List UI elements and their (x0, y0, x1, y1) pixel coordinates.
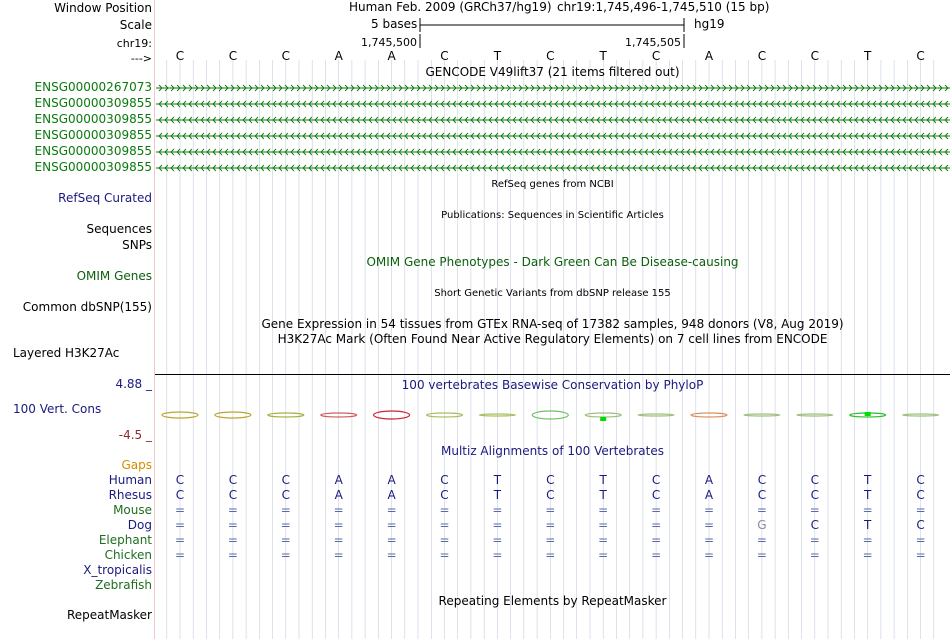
alignment-base: = (492, 518, 503, 532)
alignment-base: = (598, 503, 609, 517)
sequence-base: C (440, 49, 449, 63)
alignment-base: C (916, 488, 925, 502)
alignment-base: = (703, 518, 715, 532)
gene-label-3[interactable]: ENSG00000309855 (34, 112, 152, 126)
sequence-base: C (228, 49, 238, 63)
alignment-base: = (862, 533, 873, 547)
h3k27ac-track-title: H3K27Ac Mark (Often Found Near Active Regulatory Elements) on 7 cell lines from ENCODE (277, 332, 828, 346)
alignment-base: = (492, 503, 503, 517)
sequence-base: C (810, 49, 819, 63)
alignment-base: C (281, 473, 290, 487)
alignment-base: A (334, 473, 343, 487)
multiz-track-title: Multiz Alignments of 100 Vertebrates (440, 444, 665, 458)
alignment-base: C (175, 488, 185, 502)
alignment-base: C (916, 473, 925, 487)
species-dog-label[interactable]: Dog (127, 518, 152, 532)
dbsnp-label[interactable]: Common dbSNP(155) (22, 300, 152, 314)
alignment-base: = (174, 533, 186, 547)
species-chicken-label[interactable]: Chicken (104, 548, 152, 562)
alignment-base: T (864, 473, 872, 487)
alignment-base: = (174, 503, 186, 517)
alignment-base: = (862, 548, 873, 562)
alignment-base: C (228, 473, 238, 487)
alignment-base: C (175, 473, 185, 487)
alignment-base: = (227, 548, 238, 562)
gene-label-4[interactable]: ENSG00000309855 (34, 128, 152, 142)
conservation-mark (903, 414, 939, 416)
conservation-mark (638, 414, 674, 416)
gene-label-5[interactable]: ENSG00000309855 (34, 144, 152, 158)
strand-label: ---> (130, 52, 152, 65)
sequence-base: C (916, 49, 925, 63)
alignment-base: = (598, 548, 609, 562)
alignment-base: = (756, 533, 767, 547)
alignment-base: = (492, 533, 503, 547)
alignment-base: = (439, 548, 450, 562)
window-position-label: Window Position (54, 1, 152, 15)
omim-track-title: OMIM Gene Phenotypes - Dark Green Can Be Disease-causing (366, 255, 739, 269)
alignment-base: T (864, 518, 872, 532)
alignment-base: = (915, 548, 926, 562)
sequence-base: C (651, 49, 661, 63)
conservation-mark (797, 414, 833, 416)
chrom-label: chr19: (116, 37, 152, 50)
alignment-base: = (174, 518, 186, 532)
alignment-base: C (546, 473, 555, 487)
conservation-mark (479, 414, 515, 416)
alignment-base: C (440, 473, 449, 487)
publications-track-title: Publications: Sequences in Scientific Articles (441, 210, 664, 221)
alignment-base: A (704, 473, 714, 487)
alignment-base: = (809, 548, 820, 562)
alignment-base: = (280, 533, 291, 547)
h3k27ac-baseline (155, 374, 950, 375)
alignment-base: = (280, 518, 291, 532)
alignment-base: = (862, 503, 873, 517)
coord-left: 1,745,500 (361, 36, 417, 49)
conservation-peak (865, 412, 871, 416)
alignment-base: A (334, 488, 343, 502)
sequence-base: T (493, 49, 502, 63)
species-human-label[interactable]: Human (108, 473, 152, 487)
scale-label: Scale (119, 18, 152, 32)
coord-right: 1,745,505 (625, 36, 681, 49)
alignment-base: = (915, 503, 926, 517)
alignment-base: C (810, 488, 819, 502)
alignment-base: = (703, 533, 715, 547)
alignment-base: = (651, 533, 662, 547)
dbsnp-track-title: Short Genetic Variants from dbSNP release 155 (434, 288, 671, 299)
alignment-base: = (545, 518, 556, 532)
gene-arrows (156, 80, 950, 176)
alignment-base: = (651, 548, 662, 562)
alignment-base: C (281, 488, 290, 502)
snps-label[interactable]: SNPs (122, 238, 152, 252)
conservation-peak (600, 417, 606, 421)
sequence-base: T (599, 49, 607, 63)
alignment-base: = (651, 503, 662, 517)
alignment-base: C (810, 473, 819, 487)
alignment-base: = (439, 503, 450, 517)
alignment-base: C (651, 488, 661, 502)
gencode-track-title: GENCODE V49lift37 (21 items filtered out) (425, 65, 680, 79)
alignment-base: = (756, 503, 767, 517)
alignment-base: C (757, 488, 767, 502)
sequence-base: C (546, 49, 555, 63)
conservation-mark (691, 413, 727, 417)
conservation-mark (427, 413, 463, 417)
alignment-base: = (227, 503, 238, 517)
alignment-base: = (545, 548, 556, 562)
cons-min-label: -4.5 _ (118, 428, 152, 442)
alignment-base: = (386, 503, 397, 517)
sequence-base: C (175, 49, 185, 63)
alignment-base: C (228, 488, 238, 502)
alignment-base: = (492, 548, 503, 562)
alignment-base: = (809, 533, 820, 547)
alignment-base: = (333, 518, 344, 532)
alignment-base: = (439, 533, 450, 547)
h3k27ac-label[interactable]: Layered H3K27Ac (13, 346, 120, 360)
alignment-base: T (493, 473, 502, 487)
alignment-base: A (704, 488, 714, 502)
alignment-base: = (598, 533, 609, 547)
cons-track-label[interactable]: 100 Vert. Cons (13, 402, 102, 416)
alignment-base: C (651, 473, 661, 487)
alignment-base: C (810, 518, 819, 532)
alignment-base: = (280, 548, 291, 562)
alignment-base: = (280, 503, 291, 517)
alignment-base: T (864, 488, 872, 502)
gtex-track-title: Gene Expression in 54 tissues from GTEx RNA-seq of 17382 samples, 948 donors (V8, Aug 2019) (261, 317, 844, 331)
alignment-base: = (703, 503, 715, 517)
alignment-base: = (227, 518, 238, 532)
position-readout: chr19:1,745,496-1,745,510 (15 bp) (557, 0, 770, 14)
alignment-base: = (386, 533, 397, 547)
alignment-base: = (703, 548, 715, 562)
sequences-label[interactable]: Sequences (86, 222, 152, 236)
repeatmasker-track-title: Repeating Elements by RepeatMasker (438, 594, 667, 608)
alignment-base: = (333, 503, 344, 517)
gaps-label[interactable]: Gaps (121, 458, 152, 472)
conservation-mark (744, 414, 780, 416)
conservation-mark (162, 412, 198, 418)
assembly-title: Human Feb. 2009 (GRCh37/hg19) (349, 0, 552, 14)
alignment-base: T (599, 488, 607, 502)
alignment-base: = (756, 548, 767, 562)
alignment-base: = (386, 548, 397, 562)
gene-label-6[interactable]: ENSG00000309855 (34, 160, 152, 174)
alignment-base: = (545, 503, 556, 517)
alignment-base: T (599, 473, 607, 487)
alignment-base: = (598, 518, 609, 532)
alignment-base: = (809, 503, 820, 517)
alignment-base: T (493, 488, 502, 502)
alignment-base: = (333, 548, 344, 562)
alignment-base: A (387, 473, 396, 487)
alignment-base: = (439, 518, 450, 532)
sequence-base: C (757, 49, 767, 63)
alignment-base: = (174, 548, 186, 562)
cons-max-label: 4.88 _ (115, 377, 152, 391)
alignment-base: C (757, 473, 767, 487)
alignment-base: = (386, 518, 397, 532)
alignment-base: = (545, 533, 556, 547)
alignment-base: A (387, 488, 396, 502)
alignment-base: = (227, 533, 238, 547)
alignment-base: = (333, 533, 344, 547)
refseq-label[interactable]: RefSeq Curated (58, 191, 152, 205)
sequence-base: C (281, 49, 290, 63)
sequence-base: A (387, 49, 396, 63)
species-xtropicalis-label[interactable]: X_tropicalis (83, 563, 152, 577)
sequence-base: A (704, 49, 714, 63)
species-rhesus-label[interactable]: Rhesus (108, 488, 152, 502)
species-zebrafish-label[interactable]: Zebrafish (95, 578, 152, 592)
alignment-base: = (651, 518, 662, 532)
gene-label-1[interactable]: ENSG00000267073 (34, 80, 152, 94)
alignment-base: C (440, 488, 449, 502)
scale-text: 5 bases (371, 17, 418, 31)
repeatmasker-label[interactable]: RepeatMasker (66, 608, 152, 622)
alignment-base: C (916, 518, 925, 532)
sequence-base: T (864, 49, 872, 63)
alignment-base: G (757, 518, 767, 532)
conservation-graph (156, 405, 950, 429)
conservation-mark (532, 411, 568, 419)
species-elephant-label[interactable]: Elephant (98, 533, 152, 547)
refseq-track-title: RefSeq genes from NCBI (491, 179, 614, 190)
phylop-track-title: 100 vertebrates Basewise Conservation by PhyloP (401, 378, 704, 392)
conservation-mark (585, 413, 621, 417)
conservation-mark (374, 411, 410, 419)
conservation-mark (268, 413, 304, 417)
species-mouse-label[interactable]: Mouse (113, 503, 152, 517)
omim-label[interactable]: OMIM Genes (76, 269, 152, 283)
conservation-mark (321, 413, 357, 417)
gene-label-2[interactable]: ENSG00000309855 (34, 96, 152, 110)
sequence-base: A (334, 49, 343, 63)
scale-db: hg19 (694, 17, 725, 31)
alignment-base: C (546, 488, 555, 502)
conservation-mark (215, 412, 251, 418)
alignment-base: = (915, 533, 926, 547)
